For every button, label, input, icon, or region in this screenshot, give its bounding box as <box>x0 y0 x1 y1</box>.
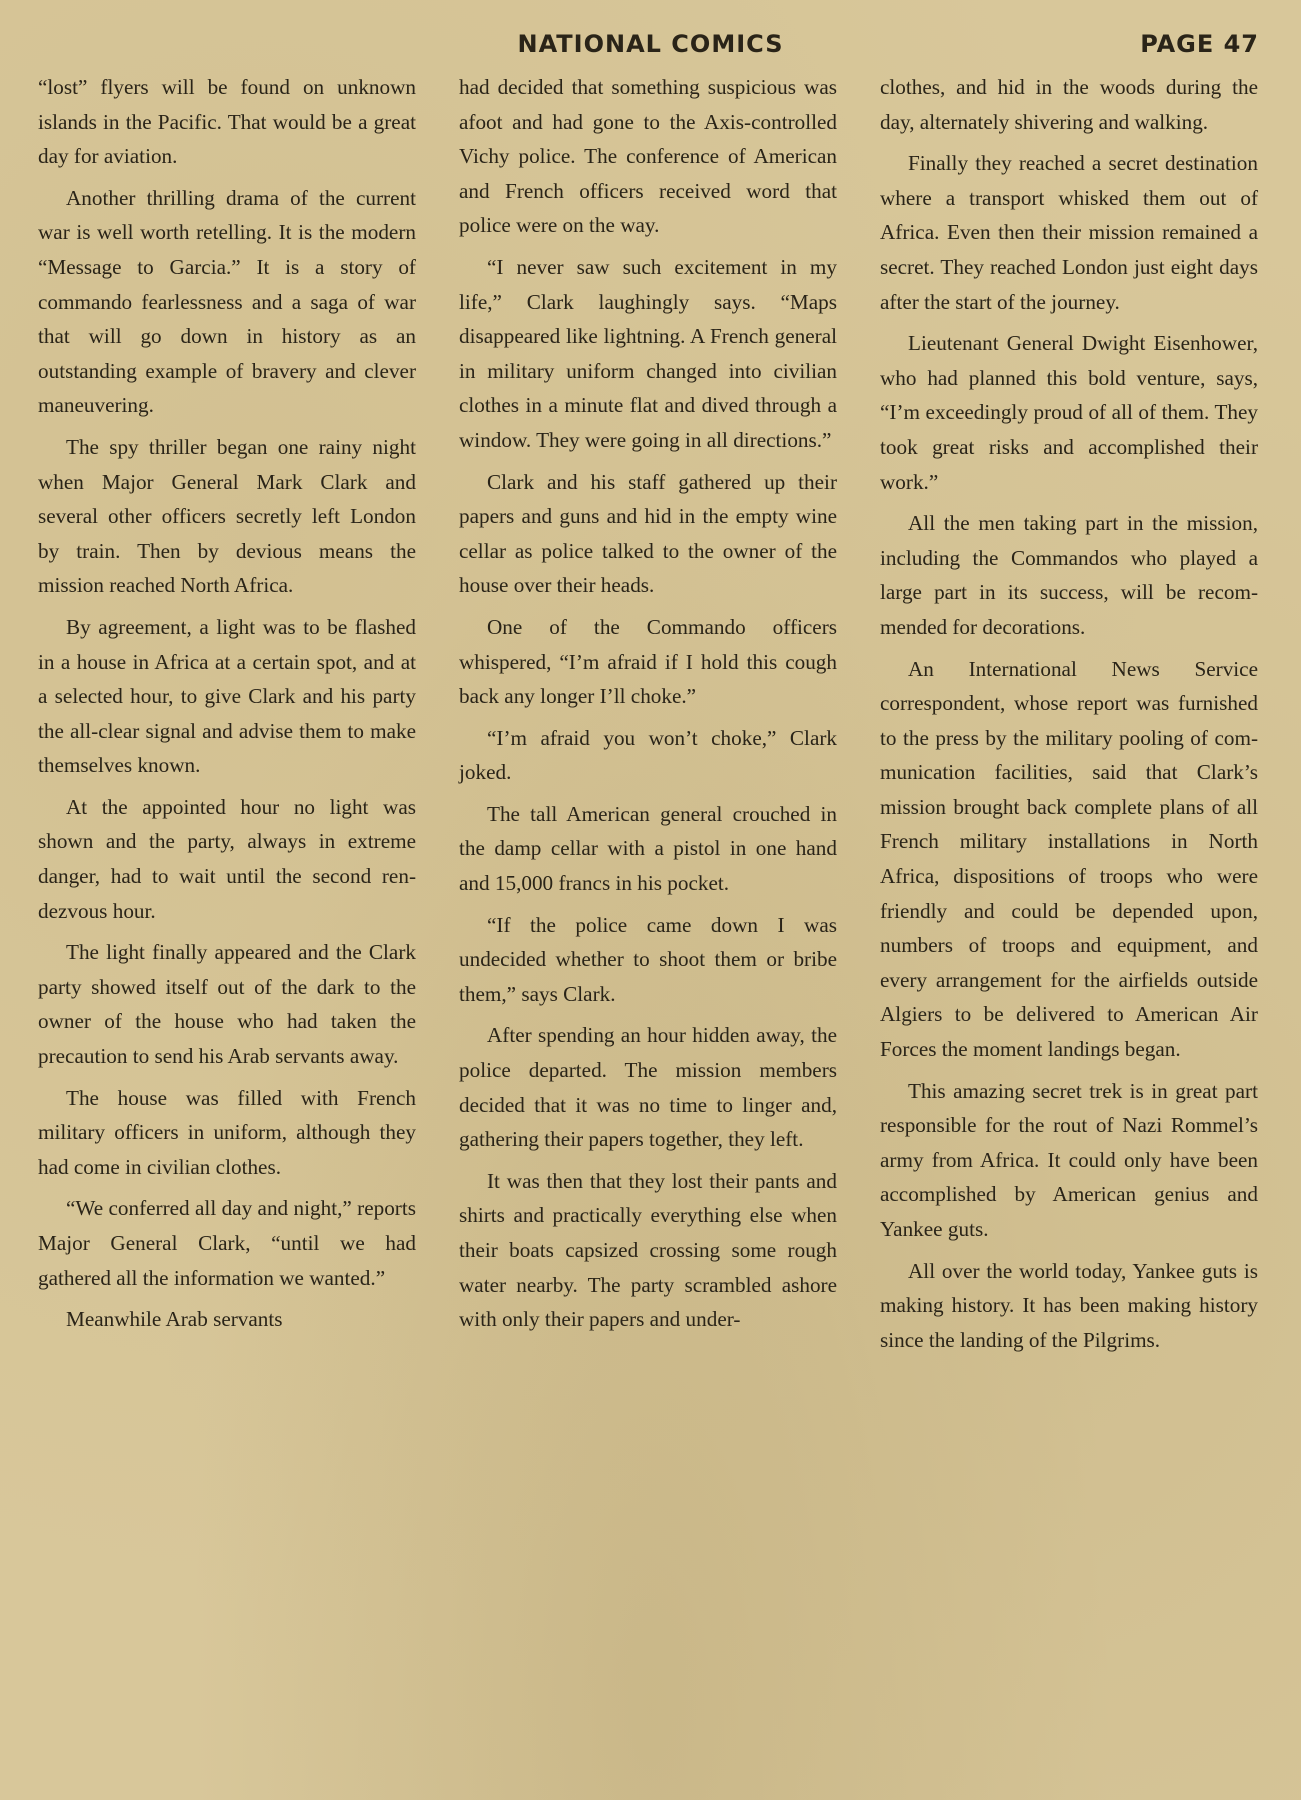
paragraph: had decided that something suspicious was afoot and had gone to the Axis-controlled Vichy police. The conference of American and French officers received word that police were on the way. <box>459 75 837 238</box>
column-1 <box>38 70 416 1770</box>
paragraph: At the appointed hour no light was shown and the party, always in extreme danger, had to wait until the second rendezvous hour. <box>38 794 416 923</box>
paragraph: An International News Service correspondent, whose report was furnished to the press by the military pooling of communication facilities, said that Clark’s mission brought back complete plans of all French military installations in North Africa, dispositions of troops who were friendly and could be depended upon, numbers of troops and equipment, and every arrangement for the airfields outside Algiers to be delivered to American Air Forces the moment landings began. <box>880 656 1258 1062</box>
paragraph: “We conferred all day and night,” reports Major General Clark, “until we had gathered all the information we wanted.” <box>38 1196 416 1290</box>
paragraph: Meanwhile Arab servants <box>66 1307 283 1332</box>
article-columns <box>38 70 1258 1770</box>
paragraph: The spy thriller began one rainy night when Major General Mark Clark and several other officers secretly left London by train. Then by devious means the mission reached North Africa. <box>38 434 416 598</box>
column-2 <box>459 70 837 1770</box>
paragraph: Lieutenant General Dwight Eisenhower, who had planned this bold venture, says, “I’m exceedingly proud of all of them. They took great risks and accomplished their work.” <box>880 331 1258 494</box>
paragraph: By agreement, a light was to be flashed in a house in Africa at a certain spot, and at a selected hour, to give Clark and his party the all-clear signal and advise them to make themselves known. <box>38 614 416 778</box>
paragraph: “I never saw such excitement in my life,” Clark laughingly says. “Maps disappeared like lightning. A French general in military uniform changed into civilian clothes in a minute flat and dived through a window. They were going in all directions.” <box>459 254 837 452</box>
page-number: PAGE 47 <box>1140 30 1259 58</box>
paragraph: One of the Commando officers whispered, “I’m afraid if I hold this cough back any longer I’ll choke.” <box>459 614 837 709</box>
paragraph: clothes, and hid in the woods during the day, alternately shivering and walking. <box>880 75 1258 134</box>
paragraph: The light finally appeared and the Clark party showed itself out of the dark to the owner of the house who had taken the precaution to send his Arab servants away. <box>38 940 416 1069</box>
paragraph: “If the police came down I was undecided whether to shoot them or bribe them,” says Clark. <box>459 912 837 1006</box>
paragraph: All the men taking part in the mission, including the Commandos who played a large part in its success, will be recommended for decorations. <box>880 511 1258 639</box>
publication-title: NATIONAL COMICS <box>517 30 784 58</box>
paragraph: After spending an hour hidden away, the police departed. The mission members decided that it was no time to linger and, gathering their papers together, they left. <box>459 1023 837 1152</box>
paragraph: Clark and his staff gathered up their papers and guns and hid in the empty wine cellar as police talked to the owner of the house over their heads. <box>459 469 837 598</box>
paragraph: The tall American general crouched in the damp cellar with a pistol in one hand and 15,000 francs in his pocket. <box>459 801 837 896</box>
paragraph: It was then that they lost their pants and shirts and practically everything else when their boats capsized crossing some rough water nearby. The party scrambled ashore with only their papers and under- <box>459 1168 837 1332</box>
paragraph: All over the world today, Yankee guts is making history. It has been making history since the landing of the Pilgrims. <box>880 1258 1258 1352</box>
paragraph: The house was filled with French military officers in uniform, although they had come in civilian clothes. <box>38 1085 416 1179</box>
paragraph: “lost” flyers will be found on unknown islands in the Pacific. That would be a great day for aviation. <box>38 75 416 169</box>
paragraph: This amazing secret trek is in great part responsible for the rout of Nazi Rommel’s army from Africa. It could only have been accomplished by American genius and Yankee guts. <box>880 1078 1258 1241</box>
paragraph: “I’m afraid you won’t choke,” Clark joked. <box>459 725 837 785</box>
column-3 <box>880 70 1258 1770</box>
paragraph: Another thrilling drama of the current war is well worth retelling. It is the modern “Message to Garcia.” It is a story of commando fearlessness and a saga of war that will go down in history as an outstanding example of bravery and clever maneuvering. <box>38 185 416 418</box>
page-header <box>40 30 1261 66</box>
paragraph: Finally they reached a secret destination where a transport whisked them out of Africa. Even then their mission remained a secret. They reached London just eight days after the start of the journey. <box>880 151 1258 314</box>
